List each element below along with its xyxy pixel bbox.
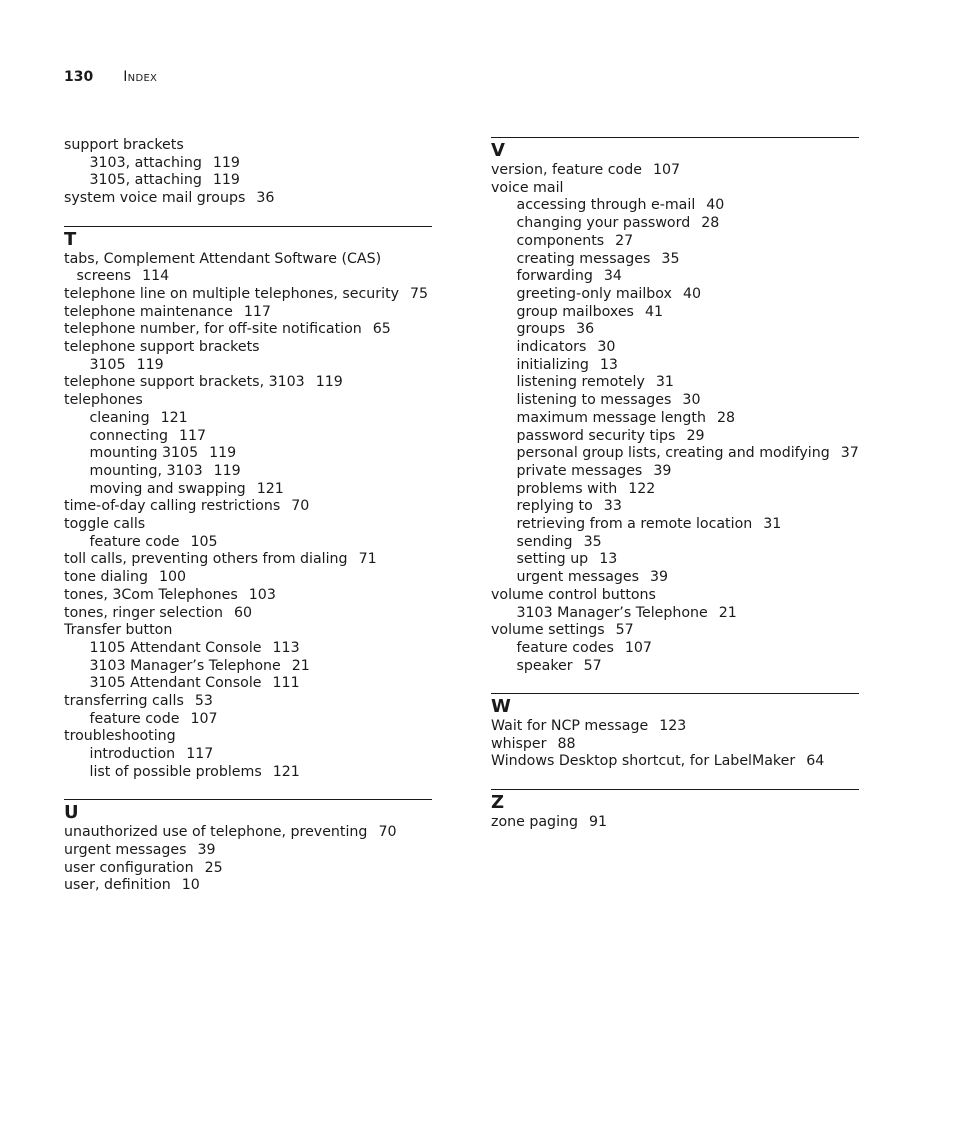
entry-page-number: 107 (190, 710, 218, 727)
index-column-right (491, 137, 859, 849)
entry-page-number: 57 (583, 657, 602, 674)
entry-page-number: 103 (248, 586, 276, 603)
index-entry (491, 622, 859, 640)
index-entry (64, 605, 432, 623)
entry-page-number: 28 (701, 215, 720, 232)
index-subentry (491, 251, 859, 269)
entry-term: telephone support brackets (64, 339, 260, 356)
index-subentry (64, 445, 432, 463)
entry-page-number: 64 (806, 753, 825, 770)
index-entry (64, 728, 432, 746)
entry-term: volume settings (491, 622, 605, 639)
entry-term: transferring calls (64, 693, 184, 710)
index-subentry (491, 410, 859, 428)
entry-page-number: 29 (686, 427, 705, 444)
entry-term: tabs, Complement Attendant Software (CAS) screens (64, 250, 382, 285)
index-entry (491, 162, 859, 180)
index-subentry (64, 428, 432, 446)
entry-page-number: 123 (659, 718, 687, 735)
entry-page-number: 39 (197, 841, 216, 858)
entry-term: Wait for NCP message (491, 718, 649, 735)
entry-term: list of possible problems (89, 763, 262, 780)
entry-term: moving and swapping (89, 480, 246, 497)
entry-term: private messages (516, 462, 643, 479)
entry-page-number: 36 (576, 321, 595, 338)
entry-page-number: 75 (410, 285, 429, 302)
entry-page-number: 33 (603, 498, 622, 515)
entry-term: listening remotely (516, 374, 645, 391)
entry-page-number: 25 (204, 859, 223, 876)
index-entry (64, 339, 432, 357)
index-subentry (491, 321, 859, 339)
entry-page-number: 39 (653, 462, 672, 479)
index-entry (491, 814, 859, 832)
index-entry (64, 321, 432, 339)
entry-term: problems with (516, 480, 618, 497)
entry-term: telephone number, for off-site notification (64, 321, 362, 338)
entry-page-number: 57 (615, 622, 634, 639)
entry-page-number: 105 (190, 533, 218, 550)
entry-term: personal group lists, creating and modifying (516, 445, 830, 462)
index-entry (64, 304, 432, 322)
index-entry (64, 587, 432, 605)
index-column-left (64, 137, 432, 913)
index-section-w (491, 693, 859, 771)
index-subentry (64, 534, 432, 552)
index-entry (64, 842, 432, 860)
entry-term: retrieving from a remote location (516, 516, 753, 533)
entry-page-number: 27 (615, 232, 634, 249)
index-subentry (491, 640, 859, 658)
entry-page-number: 117 (179, 427, 207, 444)
entry-term: tones, ringer selection (64, 604, 223, 621)
entry-term: changing your password (516, 215, 691, 232)
entry-page-number: 34 (603, 268, 622, 285)
entry-term: Windows Desktop shortcut, for LabelMaker (491, 753, 796, 770)
entry-term: setting up (516, 551, 589, 568)
entry-term: greeting-only mailbox (516, 285, 672, 302)
index-entry (491, 753, 859, 771)
index-subentry (64, 675, 432, 693)
entry-term: group mailboxes (516, 303, 634, 320)
index-entry (64, 860, 432, 878)
index-subentry (491, 268, 859, 286)
index-subentry (491, 605, 859, 623)
entry-page-number: 31 (763, 516, 782, 533)
entry-term: 3103, attaching (89, 154, 202, 171)
index-entry (491, 180, 859, 198)
index-entry (491, 587, 859, 605)
index-section-u (64, 799, 432, 895)
index-subentry (64, 640, 432, 658)
entry-page-number: 53 (194, 693, 213, 710)
entry-term: tones, 3Com Telephones (64, 586, 238, 603)
index-section-t (64, 226, 432, 782)
entry-term: urgent messages (516, 569, 640, 586)
page-header (64, 68, 157, 86)
index-entry (64, 137, 432, 155)
entry-term: telephone maintenance (64, 303, 233, 320)
index-subentry (491, 304, 859, 322)
index-subentry (491, 445, 859, 463)
entry-page-number: 36 (256, 190, 275, 207)
entry-page-number: 60 (234, 604, 253, 621)
entry-term: telephone support brackets, 3103 (64, 374, 305, 391)
entry-term: whisper (491, 735, 547, 752)
entry-page-number: 40 (706, 197, 725, 214)
running-head: Index (123, 69, 158, 85)
entry-term: feature code (89, 710, 180, 727)
entry-page-number: 119 (315, 374, 343, 391)
entry-page-number: 28 (717, 409, 736, 426)
entry-page-number: 13 (599, 356, 618, 373)
entry-term: mounting, 3103 (89, 462, 203, 479)
entry-page-number: 30 (682, 392, 701, 409)
entry-page-number: 31 (655, 374, 674, 391)
index-entry (64, 392, 432, 410)
entry-page-number: 65 (372, 321, 391, 338)
index-entry (64, 622, 432, 640)
entry-page-number: 35 (661, 250, 680, 267)
entry-page-number: 113 (272, 639, 300, 656)
index-entry (64, 516, 432, 534)
entry-page-number: 119 (213, 462, 241, 479)
index-subentry (64, 764, 432, 782)
entry-page-number: 21 (718, 604, 737, 621)
entry-term: 3103 Manager’s Telephone (89, 657, 281, 674)
index-subentry (491, 357, 859, 375)
index-subentry (491, 339, 859, 357)
section-letter: Z (491, 791, 505, 813)
index-entry (491, 736, 859, 754)
index-subentry (491, 481, 859, 499)
index-entry (64, 824, 432, 842)
index-section-v (491, 137, 859, 675)
index-entry (64, 251, 432, 286)
index-entry (64, 551, 432, 569)
entry-page-number: 37 (840, 445, 859, 462)
entry-page-number: 117 (186, 746, 214, 763)
index-subentry (64, 711, 432, 729)
entry-term: maximum message length (516, 409, 706, 426)
entry-term: creating messages (516, 250, 651, 267)
index-entry (64, 693, 432, 711)
entry-term: zone paging (491, 813, 579, 830)
index-subentry (64, 658, 432, 676)
entry-term: listening to messages (516, 392, 672, 409)
entry-term: sending (516, 533, 573, 550)
index-subentry (491, 286, 859, 304)
entry-page-number: 35 (583, 533, 602, 550)
entry-term: forwarding (516, 268, 593, 285)
index-subentry (491, 197, 859, 215)
index-subentry (491, 569, 859, 587)
index-subentry (491, 534, 859, 552)
entry-page-number: 70 (378, 824, 397, 841)
entry-term: indicators (516, 339, 587, 356)
index-entry (491, 718, 859, 736)
entry-term: components (516, 232, 605, 249)
index-subentry (491, 551, 859, 569)
index-subentry (491, 215, 859, 233)
entry-term: feature codes (516, 639, 614, 656)
entry-term: unauthorized use of telephone, preventing (64, 824, 368, 841)
entry-term: password security tips (516, 427, 676, 444)
index-entry (64, 190, 432, 208)
entry-page-number: 21 (291, 657, 310, 674)
index-subentry (491, 516, 859, 534)
entry-term: time-of-day calling restrictions (64, 498, 281, 515)
entry-page-number: 71 (358, 551, 377, 568)
section-letter: W (491, 696, 511, 718)
entry-term: cleaning (89, 409, 150, 426)
index-entry (64, 569, 432, 587)
entry-page-number: 107 (652, 162, 681, 178)
entry-term: user configuration (64, 859, 194, 876)
entry-page-number: 121 (256, 480, 284, 497)
index-subentry (491, 392, 859, 410)
index-entry (64, 374, 432, 392)
index-subentry (64, 172, 432, 190)
entry-page-number: 119 (212, 154, 240, 171)
entry-term: introduction (89, 746, 176, 763)
entry-term: 3105 (89, 356, 126, 373)
index-subentry (491, 463, 859, 481)
section-letter: T (64, 228, 77, 250)
entry-term: connecting (89, 427, 168, 444)
index-subentry (64, 410, 432, 428)
index-subentry (64, 463, 432, 481)
entry-term: tone dialing (64, 569, 148, 586)
section-letter: U (64, 802, 79, 824)
entry-term: speaker (516, 657, 573, 674)
index-section-z (491, 789, 859, 832)
index-subentry (64, 155, 432, 173)
entry-page-number: 88 (557, 735, 576, 752)
entry-term: voice mail (491, 179, 564, 196)
index-entry (64, 498, 432, 516)
entry-term: support brackets (64, 137, 184, 153)
entry-term: groups (516, 321, 566, 338)
index-entry (64, 286, 432, 304)
entry-term: system voice mail groups (64, 190, 246, 207)
entry-term: 3105, attaching (89, 172, 202, 189)
entry-term: replying to (516, 498, 593, 515)
index-subentry (491, 233, 859, 251)
entry-term: 3105 Attendant Console (89, 675, 262, 692)
entry-page-number: 114 (142, 268, 170, 285)
entry-page-number: 107 (624, 639, 652, 656)
entry-page-number: 117 (243, 303, 271, 320)
entry-term: telephone line on multiple telephones, security (64, 285, 400, 302)
entry-term: mounting 3105 (89, 445, 199, 462)
entry-term: 3103 Manager’s Telephone (516, 604, 708, 621)
index-subentry (64, 481, 432, 499)
entry-page-number: 41 (644, 303, 664, 320)
entry-page-number: 10 (181, 877, 200, 894)
index-entry (64, 877, 432, 895)
entry-term: toll calls, preventing others from dialing (64, 551, 348, 568)
index-subentry (491, 658, 859, 676)
entry-page-number: 100 (159, 569, 187, 586)
entry-page-number: 121 (160, 409, 188, 426)
page-number: 130 (64, 69, 94, 85)
index-subentry (491, 428, 859, 446)
entry-term: Transfer button (64, 622, 173, 639)
index-subentry (64, 357, 432, 375)
section-letter: V (491, 140, 505, 161)
entry-term: 1105 Attendant Console (89, 639, 262, 656)
index-section-continued (64, 137, 432, 208)
entry-term: toggle calls (64, 516, 146, 533)
entry-page-number: 13 (599, 551, 618, 568)
entry-page-number: 70 (291, 498, 310, 515)
entry-term: troubleshooting (64, 728, 176, 745)
entry-term: volume control buttons (491, 586, 656, 603)
entry-term: feature code (89, 533, 180, 550)
index-subentry (491, 498, 859, 516)
entry-term: accessing through e-mail (516, 197, 696, 214)
entry-term: user, definition (64, 877, 171, 894)
entry-term: version, feature code (491, 162, 642, 178)
entry-page-number: 119 (136, 356, 164, 373)
entry-page-number: 119 (209, 445, 237, 462)
entry-page-number: 91 (589, 813, 608, 830)
entry-page-number: 30 (597, 339, 616, 356)
index-subentry (64, 746, 432, 764)
entry-page-number: 40 (682, 285, 701, 302)
entry-page-number: 111 (272, 675, 300, 692)
entry-term: urgent messages (64, 841, 187, 858)
entry-page-number: 119 (212, 172, 240, 189)
entry-term: initializing (516, 356, 589, 373)
entry-page-number: 39 (650, 569, 669, 586)
entry-term: telephones (64, 392, 143, 409)
entry-page-number: 121 (272, 763, 300, 780)
index-subentry (491, 374, 859, 392)
entry-page-number: 122 (628, 480, 656, 497)
